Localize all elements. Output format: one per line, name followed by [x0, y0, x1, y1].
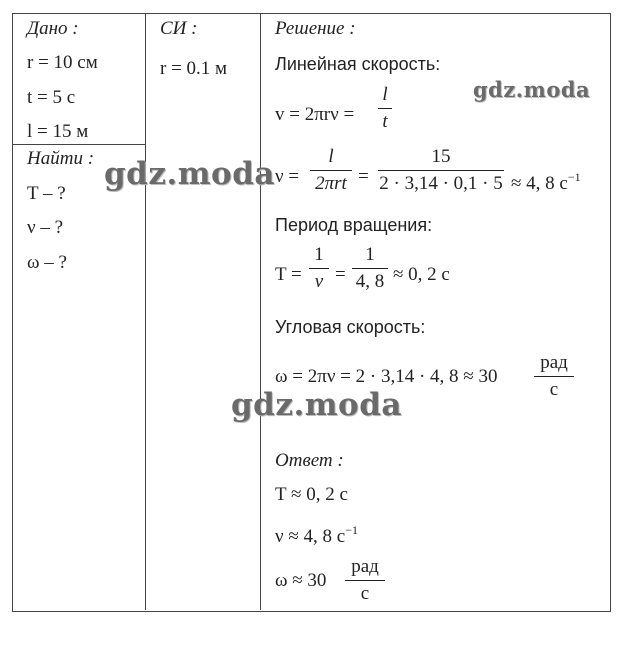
period-label: Период вращения:: [275, 215, 433, 235]
eq4-unit-fraction: рад с: [534, 352, 574, 401]
linear-speed-label: Линейная скорость:: [275, 54, 441, 74]
solution-header: Решение :: [275, 18, 356, 39]
answer-T: T ≈ 0, 2 с: [275, 484, 348, 505]
eq3-left: T =: [275, 264, 302, 285]
eq3-result: ≈ 0, 2 с: [393, 264, 450, 285]
answer-nu: ν ≈ 4, 8 $с^{-1}$: [275, 523, 358, 547]
si-r: r = 0.1 м: [160, 58, 228, 79]
given-find-divider: [12, 144, 145, 145]
column-divider-1: [145, 13, 146, 610]
eq2-left: ν =: [275, 166, 300, 187]
eq3-fraction-1: 1 ν: [309, 244, 329, 293]
eq3-equals: =: [335, 264, 346, 285]
find-item-nu: ν – ?: [27, 217, 64, 238]
si-header: СИ :: [160, 18, 198, 39]
watermark: gdz.moda: [231, 387, 402, 423]
given-r: r = 10 см: [27, 52, 98, 73]
answer-omega-unit: рад с: [345, 556, 385, 605]
given-header: Дано :: [27, 18, 79, 39]
eq4-left: ω = 2πν = 2 · 3,14 · 4, 8 ≈ 30: [275, 366, 498, 387]
eq1-left: v = 2πrν =: [275, 104, 355, 125]
given-t: t = 5 с: [27, 87, 76, 108]
eq2-result: ≈ 4, 8 $с^{-1}$: [511, 170, 581, 194]
eq1-fraction: l t: [378, 84, 392, 133]
watermark: gdz.moda: [104, 156, 275, 192]
eq2-equals: =: [358, 166, 369, 187]
eq2-fraction-2: 15 2 · 3,14 · 0,1 · 5: [379, 146, 503, 194]
answer-header: Ответ :: [275, 450, 344, 471]
find-item-omega: ω – ?: [27, 252, 67, 273]
column-divider-2: [260, 13, 261, 610]
answer-omega: ω ≈ 30: [275, 570, 327, 591]
find-header: Найти :: [27, 148, 95, 169]
eq3-fraction-2: 1 4, 8: [352, 244, 388, 293]
given-l: l = 15 м: [27, 121, 89, 142]
eq2-fraction-1: l 2πrt: [310, 146, 352, 195]
angular-speed-label: Угловая скорость:: [275, 317, 426, 337]
find-item-T: T – ?: [27, 183, 66, 204]
watermark: gdz.moda: [473, 77, 591, 102]
